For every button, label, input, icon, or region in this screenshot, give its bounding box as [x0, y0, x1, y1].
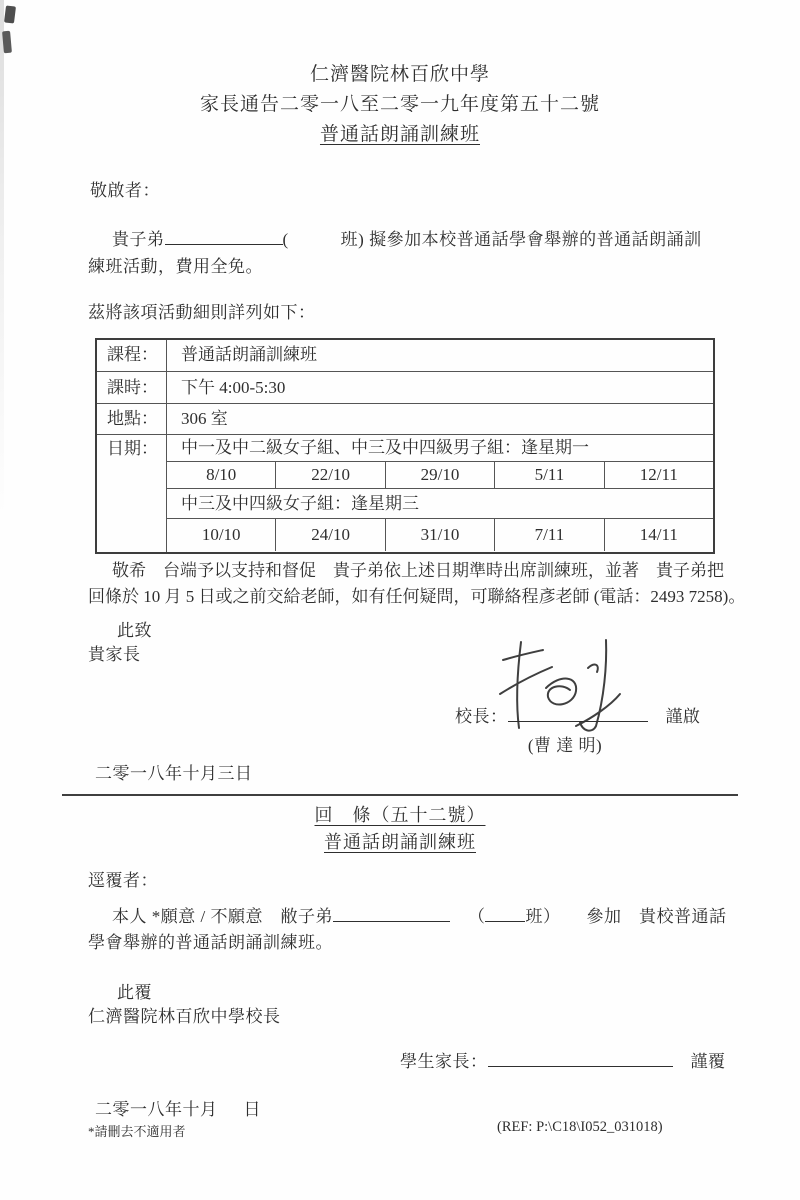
details-intro: 茲將該項活動細則詳列如下： — [88, 303, 316, 322]
details-table — [95, 338, 715, 554]
salutation: 敬啟者： — [90, 181, 160, 200]
paragraph-1-line-2: 練班活動，費用全免。 — [88, 257, 263, 276]
reply-date-line — [95, 1095, 261, 1120]
reply-date-text: 二零一八年十月 — [95, 1100, 218, 1119]
recipient: 貴家長 — [88, 645, 141, 664]
date-cell: 8/10 — [167, 462, 276, 488]
principal-signature-blank — [508, 707, 648, 722]
date-cell: 22/10 — [276, 462, 385, 488]
ref-code: (REF: P:\C18\I052_031018) — [497, 1119, 663, 1135]
reply-line-1 — [88, 904, 740, 930]
student-name-blank — [165, 230, 283, 245]
reply-slip-subject: 普通話朗誦訓練班 — [324, 832, 476, 852]
group-1-header: 中一及中二級女子組、中三及中四級男子組：逢星期一 — [181, 438, 589, 457]
appeal-line-2: 回條於 10 月 5 日或之前交給老師，如有任何疑問，可聯絡程彥老師 (電話：2493 7258)。 — [88, 587, 746, 606]
table-row-time — [97, 371, 713, 403]
date-cell: 14/11 — [639, 525, 678, 544]
reply-addressee: 仁濟醫院林百欣中學校長 — [88, 1007, 281, 1026]
principal-name: (曹 達 明) — [527, 736, 603, 755]
scan-artifact-mark — [4, 5, 16, 23]
appeal-paragraph — [88, 558, 746, 610]
date-cell: 5/11 — [495, 462, 604, 488]
notice-number-line: 家長通告二零一八至二零一九年度第五十二號 — [199, 94, 600, 115]
venue-label: 地點： — [97, 404, 167, 434]
paragraph-1-line-1 — [88, 226, 738, 253]
reply-participate-text: 參加 貴校普通話 — [586, 907, 727, 926]
table-row-course — [97, 340, 713, 371]
appeal-line-1: 敬希 台端予以支持和督促 貴子弟依上述日期準時出席訓練班，並著 貴子弟把 — [112, 561, 724, 580]
paragraph-1 — [88, 226, 738, 280]
class-paren-open: ( — [282, 230, 289, 249]
time-label: 課時： — [97, 372, 167, 403]
cut-separator-line — [62, 794, 738, 796]
reply-slip-header — [0, 802, 800, 856]
notice-header — [0, 60, 800, 150]
table-row-dates — [97, 434, 713, 552]
reply-paren-open: （ — [467, 907, 486, 926]
date-cell: 10/10 — [167, 519, 276, 551]
cifu: 此覆 — [117, 983, 152, 1002]
principal-label: 校長： — [455, 707, 508, 726]
jin-qi: 謹啟 — [665, 707, 701, 726]
table-row-venue — [97, 403, 713, 434]
school-name: 仁濟醫院林百欣中學 — [309, 64, 490, 85]
reply-line-2: 學會舉辦的普通話朗誦訓練班。 — [88, 933, 333, 952]
notice-subject: 普通話朗誦訓練班 — [319, 124, 480, 145]
cizhi: 此致 — [117, 621, 152, 640]
parent-signature-blank — [488, 1052, 673, 1067]
jin-fu: 謹覆 — [690, 1052, 726, 1071]
principal-sign-line — [455, 702, 701, 727]
date-groups — [167, 435, 713, 552]
reply-willing-text: 本人 *願意 / 不願意 敝子弟 — [112, 907, 333, 926]
date-cell: 31/10 — [386, 519, 495, 551]
group-2-dates — [167, 518, 713, 551]
reply-slip-title: 回 條（五十二號） — [314, 805, 486, 825]
venue-value: 306 室 — [181, 409, 228, 428]
date-cell: 29/10 — [386, 462, 495, 488]
reply-paragraph — [88, 904, 740, 956]
reply-student-name-blank — [333, 907, 450, 922]
reply-salutation: 逕覆者： — [88, 871, 158, 890]
date-cell: 7/11 — [495, 519, 604, 551]
course-value: 普通話朗誦訓練班 — [181, 345, 317, 364]
parent-sign-line — [400, 1047, 726, 1072]
group-1-dates — [167, 461, 713, 488]
date-cell: 12/11 — [639, 465, 678, 484]
course-label: 課程： — [97, 340, 167, 371]
reply-date-day: 日 — [243, 1100, 261, 1119]
scan-artifact-mark — [2, 31, 12, 54]
date-label: 日期： — [97, 435, 167, 552]
reply-class-blank — [485, 907, 525, 922]
reply-class-text: 班） — [525, 907, 561, 926]
delete-footnote: *請刪去不適用者 — [88, 1124, 186, 1139]
notice-date: 二零一八年十月三日 — [95, 764, 253, 783]
student-name-prefix: 貴子弟 — [112, 230, 165, 249]
group-2-header: 中三及中四級女子組：逢星期三 — [167, 488, 713, 518]
time-value: 下午 4:00-5:30 — [181, 378, 286, 397]
paragraph-1-continuation: 班) 擬參加本校普通話學會舉辦的普通話朗誦訓 — [340, 230, 702, 249]
date-cell: 24/10 — [276, 519, 385, 551]
parent-label: 學生家長： — [400, 1052, 488, 1071]
